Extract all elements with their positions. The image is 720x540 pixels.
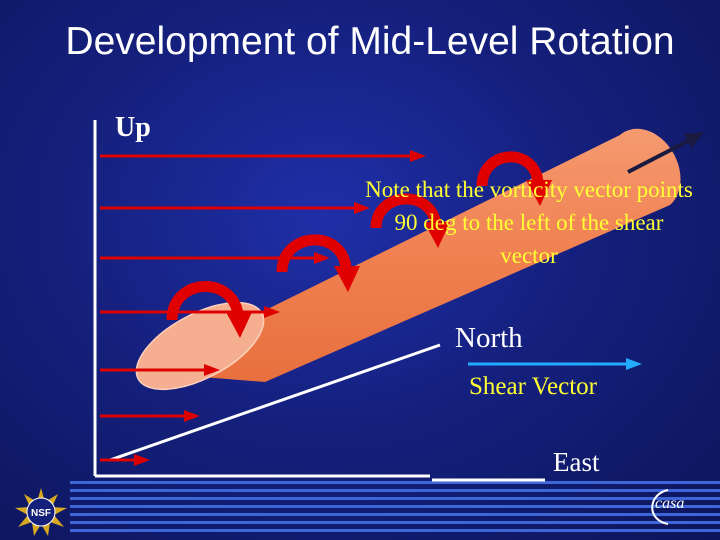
casa-logo-text: casa: [655, 495, 685, 512]
north-axis-label: North: [455, 322, 523, 354]
nsf-logo-icon: [12, 486, 70, 538]
nsf-logo-text: NSF: [31, 508, 51, 519]
vorticity-note: Note that the vorticity vector points 90 deg to the left of the shear vector: [365, 177, 693, 268]
shear-vector-arrow: [468, 358, 642, 370]
wind-arrow: [100, 410, 200, 422]
shear-vector-label: Shear Vector: [469, 373, 597, 400]
bottom-stripes: [70, 481, 720, 532]
east-axis-label: East: [553, 447, 600, 477]
wind-arrow: [100, 150, 426, 162]
up-axis-label: Up: [115, 112, 151, 143]
slide-title: Development of Mid-Level Rotation: [65, 20, 675, 63]
wind-arrow: [100, 252, 330, 264]
wind-arrow: [100, 202, 370, 214]
